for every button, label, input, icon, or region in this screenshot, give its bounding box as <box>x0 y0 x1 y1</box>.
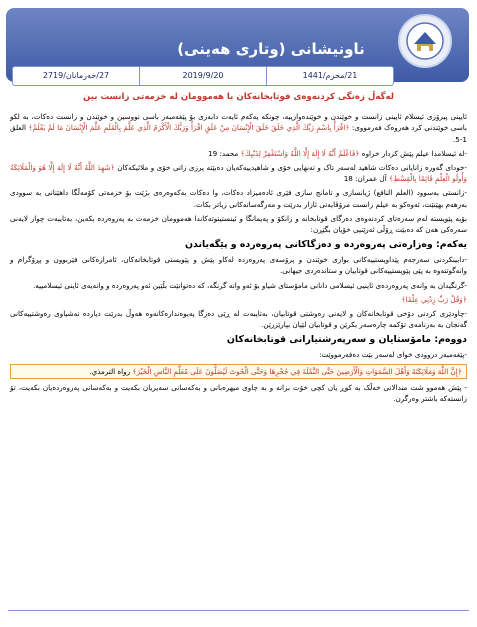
quran-verse: ﴿شَهِدَ اللَّهُ أَنَّهُ لَا إِلَهَ إِلَّا هُوَ وَالْمَلَائِكَةُ وَأُولُو الْعِلْمِ قَائِمًا بِالْقِسْطِ﴾ <box>10 163 467 184</box>
paragraph <box>10 162 467 184</box>
verse-reference: العلق 1-5. <box>10 123 467 144</box>
paragraph-text: ئایینی پیرۆزی ئیسلام ئایینی زانست و خوێندن و خوێندەوارییە، چونکە یەکەم ئایەت دابەزی بۆ پێغەمبەر باسی نووسین و خوێندن و زانست دەکات، بە لکو باسی خوێندنی کرد هەروەک فەرمووی: <box>10 112 467 133</box>
paragraph: -زانستی بەسوود (العلم النافع) ژیانسازی و تامانج سازی فێری ئادەمیزاد دەکات، وا دەکات بەکەوەرەی بژێت بۆ خزمەتی کۆمەڵگا داهێنانی بە سوودی بەرهەم بهێنێت، ئەوەکو بە عیلم زانست مرۆڤایەتی ئازار بدرێت و مەرگەساتەکانی زیاتر بکات. <box>10 188 467 209</box>
bullet-item: - پێش هەموو شت مندالانی خەڵک بە کوڕ یان کچی خۆت بزانە و بە چاوی میهرەبانی و بەکەسانی سەیریان بکەیت و بەکەسانی پەروەردەیان بکەیت، تۆ زانستەکە باشتر وەرگرن. <box>10 382 467 404</box>
highlighted-verse: ﴿وَقُلْ رَبِّ زِدْنِي عِلْمًا﴾ <box>401 294 467 304</box>
ministry-logo <box>398 14 452 68</box>
hadith-box <box>10 364 467 379</box>
sermon-body <box>10 92 467 407</box>
paragraph <box>10 111 467 145</box>
paragraph-text: -پێغەمبەر دروودی خوای لەسەر بێت دەفەرمووێت: <box>319 350 467 360</box>
paragraph-text: -خودای گەورە زانایانی دەکات شاهید لەسەر تاک و تەنهایی خۆی و شاهیدییەکەیان دەبێتە پرزی زاتی خۆی و ملائیکەکان <box>117 163 467 173</box>
paragraph: بۆیە پێویستە لەم سەرەتای کردنەوەی دەرگای قوتابخانە و زانکۆ و پەیمانگا و ئینستیتوتەکاندا هەموومان خزمەت بە پەروەردە بکەین، بەتایبەت چوار لایەنی سەرەکی هەن کە دەبێت ڕۆڵی ئەرێنیی خۆیان بگێڕن: <box>10 213 467 235</box>
bullet-item <box>10 349 467 360</box>
verse-reference: محمد: 19 <box>208 148 239 158</box>
date-kurdish: 27/خەرمانان/2719 <box>42 71 110 80</box>
section-heading-second: دووەم: مامۆستایان و سەرپەرشتیارانی قوتابخانەکان <box>226 334 467 346</box>
date-gregorian: 2019/9/20 <box>139 67 266 85</box>
page-title: ناونیشانی (وتاری هەینی) <box>177 40 365 58</box>
bullet-item: -گرنگیدان بە وانەی پەروەردەی ئاینیی ئیسلامی دانانی مامۆستای شیاو بۆ ئەو وانە گرنگە، کە دەتوانێت بڵێین ئەو پەروەردە و وانەیەی ئاینی ئیسلامییە. <box>32 280 467 290</box>
paragraph <box>10 148 467 159</box>
hadith-reference: رواه الترمذي. <box>89 366 131 376</box>
verse-reference: آل عمران: 18 <box>343 174 387 184</box>
section-heading-first: یەکەم: وەزارەتی پەروەردە و دەزگاکانی پەروەردە و پێگەیاندن <box>185 239 467 251</box>
bottom-divider <box>8 610 469 611</box>
date-hijri: 21/محرم/1441 <box>266 67 393 85</box>
date-info-row <box>12 66 394 86</box>
quran-verse: ﴿فَاعْلَمْ أَنَّهُ لَا إِلَهَ إِلَّا اللَّهُ وَاسْتَغْفِرْ لِذَنْبِكَ﴾ <box>240 148 360 158</box>
bullet-item: -دابینکردنی سەرجەم پێداویستییەکانی بواری خوێندن و پرۆسەی پەروەردە لەکاو پێش و پێویستی قوتابخانەکان، ئامرازەکانی فێربوون و پڕۆگرام و وانەگوتنەوە بە پێی پێویستییەکانی قوتابیان و ستاندەردی جیهانی. <box>10 255 467 276</box>
page-header <box>6 8 469 82</box>
paragraph-text: -لە ئیسلامدا عیلم پێش کردار خراوە <box>361 148 467 158</box>
bullet-item: -چاودێری کردنی دۆخی قوتابخانەکان و لایەنی رەوشتی قوتابیان، بەتایبەت لە ڕێی دەزگا پەیوەندارەکانەوە هەوڵ بدرێت دیاردە نەشیاوی رەوشتییەکانی گەنجان بە بەرنامەی تۆکمە چارەسەر بکرێن و قوتابیان لێیان بپارێزرێن. <box>10 309 467 330</box>
sermon-subtitle: لەگەڵ زەنگی کردنەوەی قوتابخانەکان با هەموومان لە خزمەتی زانست بین <box>83 92 394 102</box>
quran-verse: ﴿اقْرَأْ بِاسْمِ رَبِّكَ الَّذِي خَلَقَ خَلَقَ الْإِنْسَانَ مِنْ عَلَقٍ اقْرَأْ وَرَبُّكَ الْأَكْرَمُ الَّذِي عَلَّمَ بِالْقَلَمِ عَلَّمَ الْإِنْسَانَ مَا لَمْ يَعْلَمْ﴾ <box>28 123 350 133</box>
emblem-icon <box>405 21 445 61</box>
hadith-text: ﴿إِنَّ اللَّهَ وَمَلَائِكَتَهُ وَأَهْلَ السَّمَوَاتِ وَالْأَرَضِينَ حَتَّى النَّمْلَةَ فِي جُحْرِهَا وَحَتَّى الْحُوتَ لَيُصَلُّونَ عَلَى مُعَلِّمِ النَّاسِ الْخَيْرَ﴾ <box>132 366 462 376</box>
